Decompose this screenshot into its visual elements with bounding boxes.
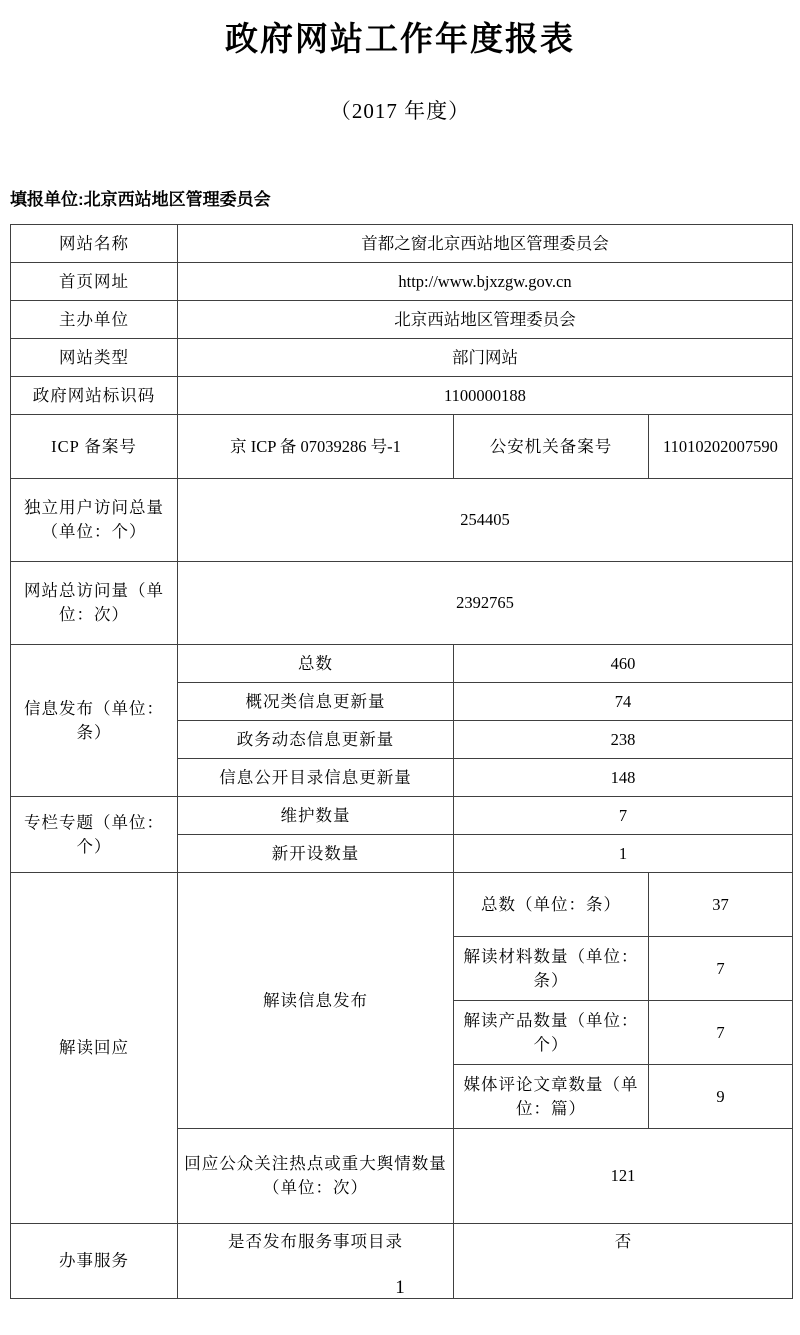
subrow-value-interp-total: 37 — [649, 873, 793, 937]
subrow-value-overview-updates: 74 — [454, 683, 793, 721]
row-label-police-filing: 公安机关备案号 — [454, 415, 649, 479]
page-number: 1 — [395, 1277, 405, 1298]
subrow-value-info-total: 460 — [454, 645, 793, 683]
table-row — [11, 377, 793, 415]
row-label-site-id-code: 政府网站标识码 — [11, 377, 178, 415]
table-row — [11, 479, 793, 562]
table-row — [11, 263, 793, 301]
row-value-public-hotspot-response: 121 — [454, 1129, 793, 1224]
row-value-site-type: 部门网站 — [178, 339, 793, 377]
table-row — [11, 562, 793, 645]
row-label-special-columns: 专栏专题（单位：个） — [11, 797, 178, 873]
row-value-police-filing: 11010202007590 — [649, 415, 793, 479]
subrow-value-interp-materials: 7 — [649, 937, 793, 1001]
row-label-host-unit: 主办单位 — [11, 301, 178, 339]
row-label-public-hotspot-response: 回应公众关注热点或重大舆情数量（单位：次） — [178, 1129, 454, 1224]
subrow-label-disclosure-updates: 信息公开目录信息更新量 — [178, 759, 454, 797]
table-row — [11, 339, 793, 377]
subrow-value-disclosure-updates: 148 — [454, 759, 793, 797]
row-value-total-visits: 2392765 — [178, 562, 793, 645]
subrow-value-service-catalog: 否 — [454, 1224, 793, 1299]
subrow-label-media-commentary: 媒体评论文章数量（单位：篇） — [454, 1065, 649, 1129]
subrow-value-interp-products: 7 — [649, 1001, 793, 1065]
subrow-label-service-catalog: 是否发布服务事项目录 — [178, 1224, 454, 1299]
reporting-unit-line: 填报单位:北京西站地区管理委员会 — [10, 190, 271, 209]
subrow-label-interp-materials: 解读材料数量（单位：条） — [454, 937, 649, 1001]
row-label-homepage-url: 首页网址 — [11, 263, 178, 301]
row-value-site-id-code: 1100000188 — [178, 377, 793, 415]
subrow-label-overview-updates: 概况类信息更新量 — [178, 683, 454, 721]
row-value-icp: 京 ICP 备 07039286 号-1 — [178, 415, 454, 479]
table-row — [11, 873, 793, 937]
row-label-icp: ICP 备案号 — [11, 415, 178, 479]
row-value-host-unit: 北京西站地区管理委员会 — [178, 301, 793, 339]
row-value-site-name: 首都之窗北京西站地区管理委员会 — [178, 225, 793, 263]
subrow-label-interp-products: 解读产品数量（单位：个） — [454, 1001, 649, 1065]
subrow-label-gov-news-updates: 政务动态信息更新量 — [178, 721, 454, 759]
subrow-value-maintained-count: 7 — [454, 797, 793, 835]
subrow-value-gov-news-updates: 238 — [454, 721, 793, 759]
report-period-subtitle: （2017 年度） — [329, 99, 471, 124]
row-label-site-type: 网站类型 — [11, 339, 178, 377]
annual-report-table — [10, 224, 793, 1299]
row-label-info-release: 信息发布（单位：条） — [11, 645, 178, 797]
table-row — [11, 301, 793, 339]
table-row — [11, 225, 793, 263]
table-row — [11, 797, 793, 835]
table-row — [11, 645, 793, 683]
row-value-homepage-url: http://www.bjxzgw.gov.cn — [178, 263, 793, 301]
row-label-total-visits: 网站总访问量（单位：次） — [11, 562, 178, 645]
subrow-label-interp-total: 总数（单位：条） — [454, 873, 649, 937]
row-label-interpretation-response: 解读回应 — [11, 873, 178, 1224]
row-label-site-name: 网站名称 — [11, 225, 178, 263]
subrow-label-maintained-count: 维护数量 — [178, 797, 454, 835]
row-label-unique-visitors: 独立用户访问总量（单位：个） — [11, 479, 178, 562]
subrow-label-newly-opened-count: 新开设数量 — [178, 835, 454, 873]
subrow-value-newly-opened-count: 1 — [454, 835, 793, 873]
subrow-label-info-total: 总数 — [178, 645, 454, 683]
table-row — [11, 415, 793, 479]
subrow-value-media-commentary: 9 — [649, 1065, 793, 1129]
row-value-unique-visitors: 254405 — [178, 479, 793, 562]
row-label-service: 办事服务 — [11, 1224, 178, 1299]
page-title: 政府网站工作年度报表 — [225, 20, 575, 57]
row-label-interpretation-release: 解读信息发布 — [178, 873, 454, 1129]
